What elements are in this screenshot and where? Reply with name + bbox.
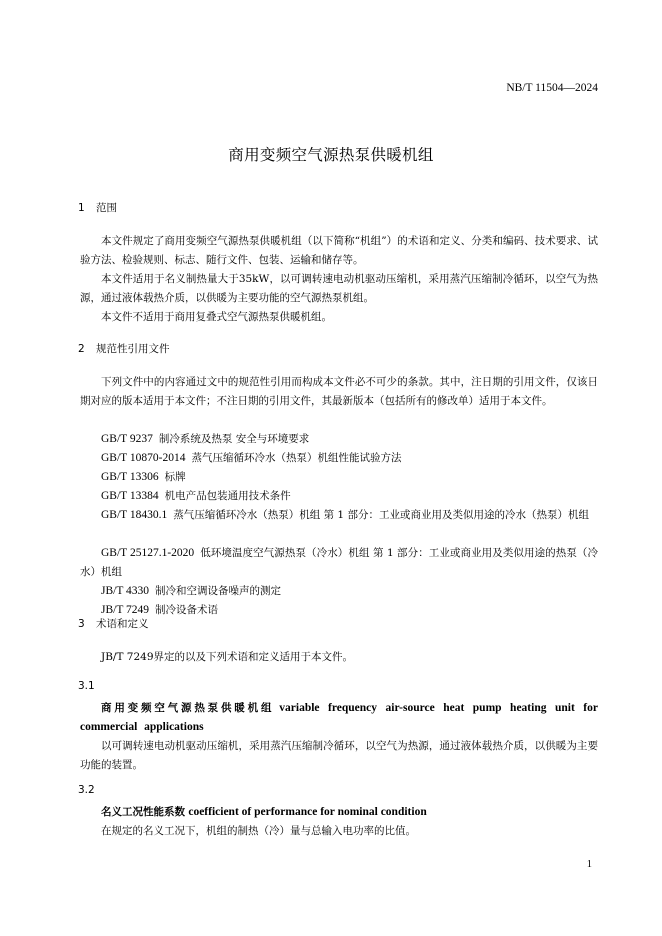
term-entry-heading bbox=[80, 699, 598, 737]
reference-code: JB/T 4330 bbox=[101, 585, 150, 597]
reference-title: 制冷和空调设备噪声的测定 bbox=[155, 585, 282, 597]
section-heading-terms bbox=[78, 617, 149, 631]
reference-item bbox=[80, 544, 598, 582]
reference-item bbox=[80, 487, 598, 506]
term-number: 3.1 bbox=[78, 680, 95, 692]
section-title: 范围 bbox=[96, 202, 117, 214]
reference-item bbox=[80, 582, 598, 601]
term-entry-heading bbox=[80, 803, 598, 822]
section-heading-scope bbox=[78, 201, 117, 215]
term-chinese: 商用变频空气源热泵供暖机组 bbox=[101, 702, 275, 714]
section-number: 3 bbox=[78, 618, 85, 630]
reference-title: 机电产品包装通用技术条件 bbox=[164, 490, 291, 502]
reference-title: 蒸气压缩循环冷水（热泵）机组 第 1 部分：工业或商业用及类似用途的冷水（热泵）机组 bbox=[173, 509, 589, 521]
section-number: 2 bbox=[78, 343, 85, 355]
reference-code: GB/T 25127.1-2020 bbox=[101, 547, 195, 559]
terms-intro: JB/T 7249界定的以及下列术语和定义适用于本文件。 bbox=[101, 651, 354, 663]
reference-item bbox=[80, 430, 598, 449]
section-title: 规范性引用文件 bbox=[96, 343, 170, 355]
document-title: 商用变频空气源热泵供暖机组 bbox=[228, 146, 434, 164]
term-english: coefficient of performance for nominal condition bbox=[188, 806, 427, 818]
normative-intro: 下列文件中的内容通过文中的规范性引用而构成本文件必不可少的条款。其中，注日期的引用文件，仅该日期对应的版本适用于本文件；不注日期的引用文件，其最新版本（包括所有的修改单）适用于本文件。 bbox=[80, 376, 598, 407]
section-title: 术语和定义 bbox=[96, 618, 149, 630]
reference-item bbox=[80, 506, 598, 525]
scope-paragraph-2: 本文件适用于名义制热量大于35kW，以可调转速电动机驱动压缩机，采用蒸汽压缩制冷循环，以空气为热源，通过液体载热介质，以供暖为主要功能的空气源热泵机组。 bbox=[80, 273, 598, 304]
scope-paragraph-1: 本文件规定了商用变频空气源热泵供暖机组（以下简称“机组”）的术语和定义、分类和编码、技术要求、试验方法、检验规则、标志、随行文件、包装、运输和储存等。 bbox=[80, 235, 598, 266]
reference-title: 标牌 bbox=[164, 471, 186, 483]
reference-title: 蒸气压缩循环冷水（热泵）机组性能试验方法 bbox=[191, 452, 402, 464]
reference-code: GB/T 9237 bbox=[101, 433, 153, 445]
term-definition: 以可调转速电动机驱动压缩机，采用蒸汽压缩制冷循环，以空气为热源，通过液体载热介质，以供暖为主要功能的装置。 bbox=[80, 740, 598, 771]
term-number: 3.2 bbox=[78, 784, 95, 796]
reference-item bbox=[80, 601, 598, 620]
section-heading-normative bbox=[78, 342, 170, 356]
page-number: 1 bbox=[586, 859, 592, 870]
document-code: NB/T 11504—2024 bbox=[506, 82, 598, 94]
reference-title: 制冷设备术语 bbox=[155, 604, 219, 616]
reference-title: 制冷系统及热泵 安全与环境要求 bbox=[158, 433, 310, 445]
section-number: 1 bbox=[78, 202, 85, 214]
reference-item bbox=[80, 449, 598, 468]
reference-code: GB/T 13384 bbox=[101, 490, 159, 502]
reference-title: 低环境温度空气源热泵（冷水）机组 第 1 部分：工业或商业用及类似用途的热泵（冷水）机组 bbox=[80, 547, 598, 578]
term-definition: 在规定的名义工况下，机组的制热（冷）量与总输入电功率的比值。 bbox=[101, 825, 416, 837]
term-chinese: 名义工况性能系数 bbox=[101, 806, 185, 818]
reference-item bbox=[80, 468, 598, 487]
reference-code: GB/T 13306 bbox=[101, 471, 159, 483]
reference-code: JB/T 7249 bbox=[101, 604, 150, 616]
reference-code: GB/T 10870-2014 bbox=[101, 452, 186, 464]
term-english: variable frequency air-source heat pump heating unit for commercial applications bbox=[80, 702, 598, 733]
scope-paragraph-3: 本文件不适用于商用复叠式空气源热泵供暖机组。 bbox=[101, 311, 332, 323]
reference-code: GB/T 18430.1 bbox=[101, 509, 168, 521]
